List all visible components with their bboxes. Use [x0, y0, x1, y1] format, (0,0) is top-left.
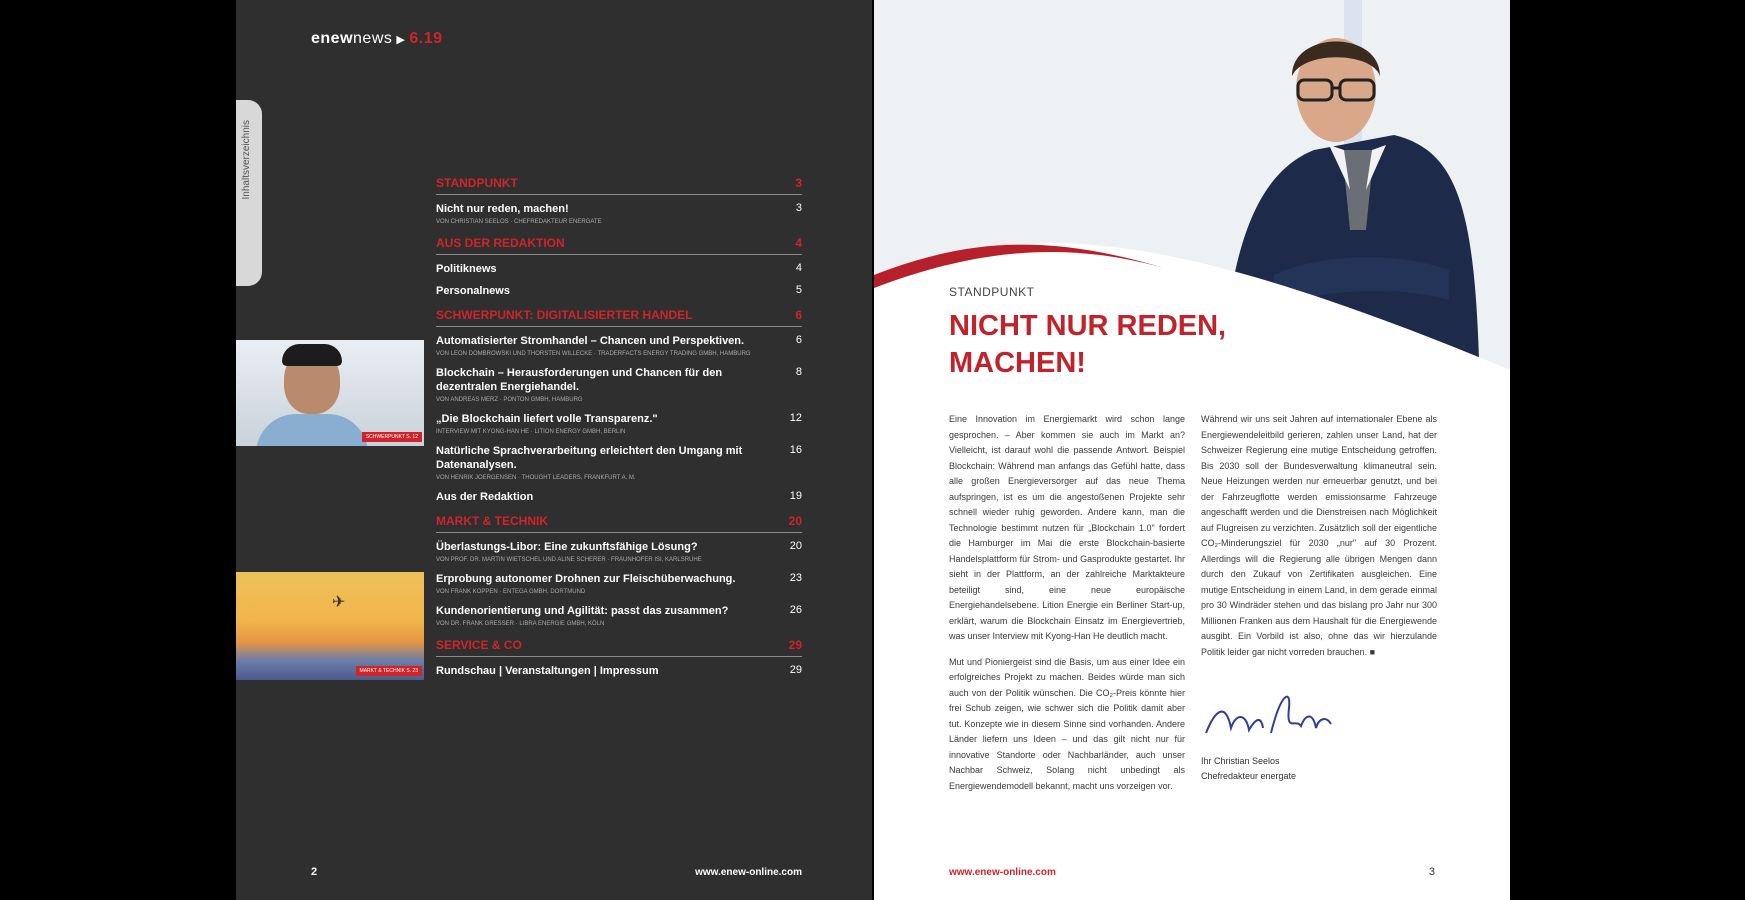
toc-entry-title: Nicht nur reden, machen! — [436, 203, 569, 215]
toc-entry[interactable] — [436, 540, 802, 564]
toc-entry[interactable] — [436, 202, 802, 226]
toc-entry-author: VON FRANK KOPPEN · ENTEGA GMBH, DORTMUND — [436, 589, 586, 595]
photo-badge: SCHWERPUNKT S. 12 — [362, 432, 422, 442]
contents-list — [436, 176, 802, 686]
paragraph: Mut und Pioniergeist sind die Basis, um aus einer Idee ein erfolgreiches Projekt zu machen. Beides würde man sich auch von der Politik wünschen. Die CO₂-Preis könnte hier frei Schub zeigen, wie schwer sich die Politik damit aber tut. Konzepte wie in diesem Sinne sind vorhanden. Andere Länder liefern uns Ideen – und das gilt nicht nur für innovative Standorte oder Nachbarländer, auch unser Nachbar Schweiz, Solang nicht unbedingt als Energiewendemodell bekannt, macht uns vorzeigen vor. — [949, 656, 1185, 791]
toc-entry[interactable] — [436, 412, 802, 436]
photo-badge: MARKT & TECHNIK S. 23 — [356, 666, 422, 676]
sunset-drone-photo — [236, 572, 424, 680]
toc-entry-author: VON HENRIK JOERGENSEN · THOUGHT LEADERS, FRANKFURT A. M. — [436, 475, 636, 481]
toc-entry-author: INTERVIEW MIT KYONG-HAN HE · LITION ENERGY GMBH, BERLIN — [436, 429, 626, 435]
toc-entry-page: 12 — [789, 412, 802, 424]
toc-entry-title: Aus der Redaktion — [436, 491, 534, 503]
column-right — [1201, 412, 1437, 804]
toc-entry-title: „Die Blockchain liefert volle Transparenz." — [436, 413, 658, 425]
toc-entry[interactable] — [436, 664, 802, 678]
toc-entry-page: 29 — [789, 664, 802, 676]
toc-section-header[interactable]: SCHWERPUNKT: DIGITALISIERTER HANDEL 6 — [436, 308, 802, 327]
toc-entry-title: Natürliche Sprachverarbeitung erleichtert den Umgang mit Datenanalysen. — [436, 445, 743, 471]
toc-entry-page: 5 — [795, 284, 802, 296]
magazine-logo: enewnews ▶ 6.19 — [311, 30, 443, 47]
toc-entry[interactable] — [436, 604, 802, 628]
article-body — [949, 412, 1437, 804]
toc-entry-title: Automatisierter Stromhandel – Chancen und Perspektiven. — [436, 335, 745, 347]
toc-entry-page: 3 — [795, 202, 802, 214]
toc-entry[interactable] — [436, 444, 802, 482]
toc-entry[interactable] — [436, 572, 802, 596]
paragraph: Während wir uns seit Jahren auf internationaler Ebene als Energiewendeleitbild gerieren, zahlen unser Land, hat der Schweizer Regierung eine mutige Entscheidung getroffen. Bis 2030 soll der Bundesverwaltung klimaneutral sein. Neue Heizungen werden nur erneuerbar genutzt, und bei der Fahrzeugflotte werden emissionsarme Fahrzeuge angeschafft werden und die Dienstreisen nach Möglichkeit auf Flugreisen zu verzichten. Zusätzlich soll der eigentliche CO₂-Minderungsziel für 2030 „nur" auf 30 Prozent. Allerdings will die Regierung alle übrigen Mengen dann durch den Zukauf von Zertifikaten ausgleichen. Eine mutige Entscheidung in einem Land, in dem gerade einmal pro 30 Windräder stehen und das bislang pro Jahr nur 300 Millionen Franken aus dem Haushalt für die Energiewende ausgibt. Ein Vorbild ist also, ohne das wir hierzulande Politik leider gar nicht vorreden brauchen. ■ — [1201, 414, 1437, 657]
toc-entry-page: 20 — [789, 540, 802, 552]
toc-section-header[interactable]: SERVICE & CO 29 — [436, 638, 802, 657]
column-left — [949, 412, 1185, 804]
contents-side-tab[interactable]: Inhaltsverzeichnis — [236, 100, 262, 286]
toc-entry-title: Blockchain – Herausforderungen und Chancen für den dezentralen Energiehandel. — [436, 367, 723, 393]
toc-entry-title: Überlastungs-Libor: Eine zukunftsfähige Lösung? — [436, 541, 698, 553]
toc-entry-page: 4 — [795, 262, 802, 274]
paragraph: Eine Innovation im Energiemarkt wird schon lange gesprochen. – Aber kommen sie auch im Markt an? Vielleicht, ist darauf wohl die passende Antwort. Beispiel Blockchain: Während man anfangs das Gefühl hatte, dass alle großen Energieversorger auf das neue Thema aufspringen, ist es um die angestoßenen Projekte sehr schnell wieder ruhig geworden. Andere kann, man die Technologie bestimmt nutzen für „Blockchain 1.0" fordert die Hamburger im Mai die erste Blockchain-basierte Handelsplattform für Strom- und Gasprodukte gestartet. Ihr sieht in der Plattform, an der zahlreiche Marktakteure beteiligt sind, eine neue europäische Energiehandelsebene. Lition Energie ein Berliner Start-up, erklärt, warum die Blockchain Einsatz im Energievertrieb, was unser Interview mit Kyong-Han He deutlich macht. — [949, 414, 1185, 641]
website-link[interactable]: www.enew-online.com — [949, 867, 1056, 878]
toc-entry[interactable] — [436, 284, 802, 298]
toc-section-header[interactable]: STANDPUNKT 3 — [436, 176, 802, 195]
toc-entry-title: Kundenorientierung und Agilität: passt das zusammen? — [436, 605, 729, 617]
toc-entry-page: 19 — [789, 490, 802, 502]
toc-entry-page: 8 — [795, 366, 802, 378]
page-number: 3 — [1428, 866, 1435, 878]
page-number: 2 — [311, 866, 318, 878]
toc-entry-title: Politiknews — [436, 263, 497, 275]
drone-icon: ✈ — [332, 594, 346, 611]
signature-image — [1201, 688, 1341, 748]
toc-entry[interactable] — [436, 490, 802, 504]
toc-entry-author: VON DR. FRANK GRESSER · LIBRA ENERGIE GMBH, KÖLN — [436, 621, 605, 627]
toc-entry-page: 23 — [789, 572, 802, 584]
toc-entry-page: 16 — [789, 444, 802, 456]
editorial-page — [874, 0, 1510, 900]
website-link[interactable]: www.enew-online.com — [695, 867, 802, 878]
toc-entry[interactable] — [436, 262, 802, 276]
author-signature-text: Ihr Christian Seelos Chefredakteur energate — [1201, 755, 1297, 781]
toc-entry-author: VON LEON DOMBROWSKI UND THORSTEN WILLECKE · TRADERFACTS ENERGY TRADING GMBH, HAMBURG — [436, 351, 751, 357]
toc-entry-title: Erprobung autonomer Drohnen zur Fleischüberwachung. — [436, 573, 736, 585]
toc-entry[interactable] — [436, 334, 802, 358]
toc-entry-page: 6 — [795, 334, 802, 346]
table-of-contents-page — [236, 0, 872, 900]
hero-photo — [874, 0, 1510, 360]
article-title: NICHT NUR REDEN, MACHEN! — [949, 310, 1227, 379]
toc-section-header[interactable]: AUS DER REDAKTION 4 — [436, 236, 802, 255]
toc-entry-title: Rundschau | Veranstaltungen | Impressum — [436, 665, 659, 677]
toc-entry-author: VON PROF. DR. MARTIN WIETSCHEL UND ALINE SCHERER · FRAUNHOFER ISI, KARLSRUHE — [436, 557, 702, 563]
toc-entry-author: VON CHRISTIAN SEELOS · CHEFREDAKTEUR ENERGATE — [436, 219, 602, 225]
toc-section-header[interactable]: MARKT & TECHNIK 20 — [436, 514, 802, 533]
toc-entry-title: Personalnews — [436, 285, 510, 297]
section-kicker: STANDPUNKT — [949, 285, 1035, 299]
play-arrow-icon: ▶ — [396, 34, 406, 46]
author-photo — [236, 340, 424, 446]
toc-entry[interactable] — [436, 366, 802, 404]
toc-entry-page: 26 — [789, 604, 802, 616]
toc-entry-author: VON ANDREAS MERZ · PONTON GMBH, HAMBURG — [436, 397, 583, 403]
